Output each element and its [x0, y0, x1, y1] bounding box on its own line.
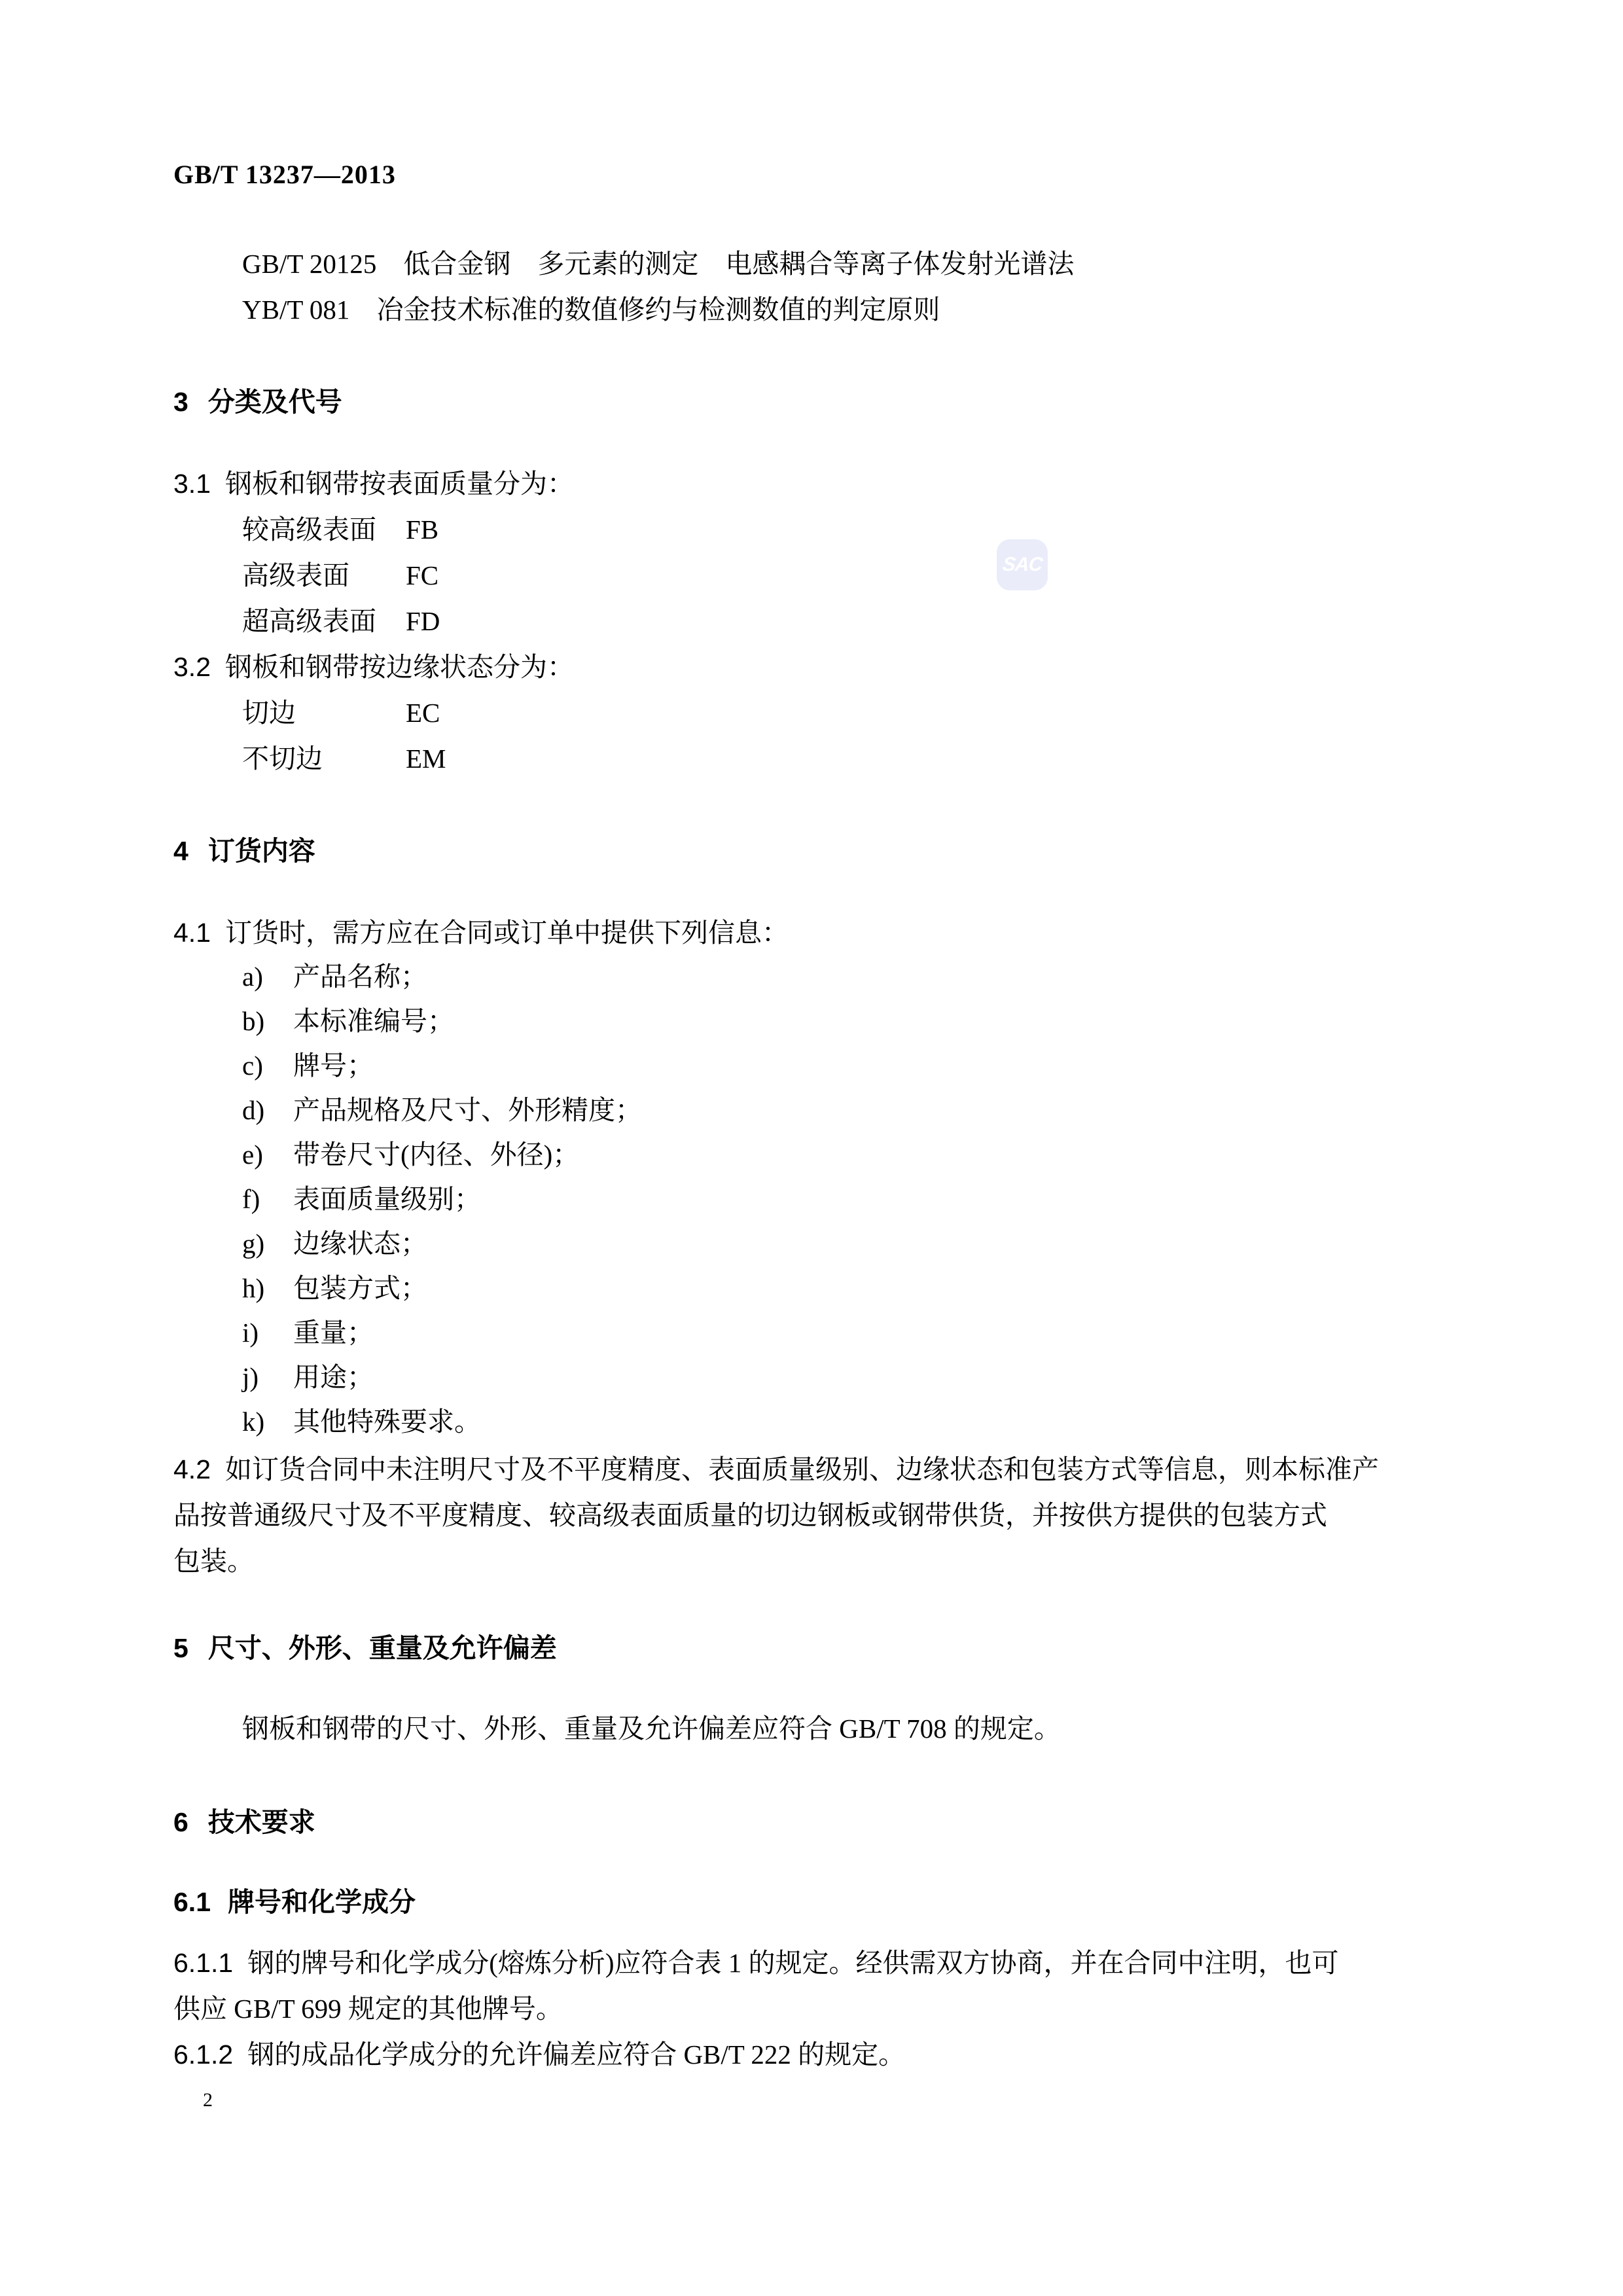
list-item — [242, 1310, 374, 1355]
edge-state-code: EC — [406, 698, 440, 728]
list-marker: b) — [242, 1006, 265, 1036]
clause-title: 订货内容 — [207, 836, 315, 866]
clause-number: 6 — [173, 1807, 188, 1837]
list-item-text: 重量； — [293, 1318, 374, 1348]
list-item — [242, 1177, 481, 1221]
normative-reference-item: GB/T 20125 低合金钢 多元素的测定 电感耦合等离子体发射光谱法 — [242, 249, 1075, 279]
subclause-text: 如订货合同中未注明尺寸及不平度精度、表面质量级别、边缘状态和包装方式等信息，则本标准产 — [225, 1454, 1379, 1484]
list-marker: k) — [242, 1407, 265, 1437]
list-item-text: 牌号； — [293, 1050, 374, 1081]
subclause-text: 钢板和钢带按边缘状态分为： — [225, 652, 574, 682]
sac-watermark-logo — [997, 539, 1048, 590]
list-item — [242, 954, 427, 999]
list-item-text: 用途； — [293, 1362, 374, 1392]
subclause-text: 钢板和钢带按表面质量分为： — [225, 469, 574, 499]
list-item-text: 产品规格及尺寸、外形精度； — [293, 1095, 642, 1125]
surface-quality-term: 较高级表面 — [242, 514, 376, 545]
subclause-number: 4.2 — [173, 1454, 211, 1484]
list-item — [242, 1088, 642, 1132]
subclause-number: 6.1.1 — [173, 1948, 234, 1978]
subclause-number: 4.1 — [173, 918, 211, 948]
clause-heading-6 — [173, 1801, 315, 1843]
list-marker: c) — [242, 1050, 263, 1081]
list-marker: h) — [242, 1273, 265, 1303]
sac-watermark-text: SAC — [1001, 554, 1043, 575]
running-head: GB/T 13237—2013 — [173, 160, 396, 189]
surface-quality-code: FC — [406, 560, 439, 590]
subclause-number: 3.1 — [173, 469, 211, 499]
clause-heading-3 — [173, 381, 342, 423]
list-item-text: 包装方式； — [293, 1273, 427, 1303]
edge-state-term: 不切边 — [242, 744, 323, 774]
list-item — [242, 1399, 481, 1444]
subclause-4-2-line: 包装。 — [173, 1546, 254, 1576]
list-marker: g) — [242, 1229, 265, 1259]
list-item-text: 表面质量级别； — [293, 1184, 481, 1214]
clause-title: 尺寸、外形、重量及允许偏差 — [207, 1633, 557, 1663]
subclause-text: 钢的牌号和化学成分(熔炼分析)应符合表 1 的规定。经供需双方协商，并在合同中注明，也可 — [247, 1948, 1339, 1978]
list-marker: f) — [242, 1184, 260, 1214]
list-item-text: 本标准编号； — [293, 1006, 454, 1036]
list-item-text: 产品名称； — [293, 961, 427, 992]
surface-quality-term: 高级表面 — [242, 560, 349, 590]
list-item-text: 带卷尺寸(内径、外径)； — [293, 1139, 580, 1170]
subclause-6-1-2 — [173, 2032, 905, 2077]
subclause-4-2-line: 品按普通级尺寸及不平度精度、较高级表面质量的切边钢板或钢带供货，并按供方提供的包装方式 — [173, 1500, 1327, 1530]
subclause-4-1 — [173, 910, 789, 956]
edge-state-row — [242, 690, 440, 736]
edge-state-code: EM — [406, 744, 446, 774]
page-number: 2 — [203, 2089, 213, 2111]
subclause-4-2-line — [173, 1446, 1379, 1492]
list-marker: j) — [242, 1362, 259, 1392]
normative-reference-item: YB/T 081 冶金技术标准的数值修约与检测数值的判定原则 — [242, 295, 940, 325]
list-marker: i) — [242, 1318, 259, 1348]
subclause-number: 6.1.2 — [173, 2039, 234, 2070]
clause-title: 技术要求 — [207, 1807, 315, 1837]
list-item — [242, 1043, 374, 1088]
surface-quality-code: FB — [406, 514, 439, 545]
clause-number: 5 — [173, 1633, 188, 1663]
list-item — [242, 1355, 374, 1399]
edge-state-term: 切边 — [242, 698, 296, 728]
subclause-text: 订货时，需方应在合同或订单中提供下列信息： — [225, 918, 789, 948]
list-item — [242, 1266, 427, 1310]
list-item — [242, 1221, 427, 1266]
list-item — [242, 1132, 579, 1177]
surface-quality-row — [242, 598, 440, 644]
subclause-number: 3.2 — [173, 652, 211, 682]
subclause-text: 钢的成品化学成分的允许偏差应符合 GB/T 222 的规定。 — [247, 2039, 906, 2070]
clause-number: 3 — [173, 387, 188, 417]
list-item-text: 其他特殊要求。 — [293, 1407, 481, 1437]
surface-quality-row — [242, 507, 438, 552]
edge-state-row — [242, 736, 446, 781]
clause-number: 4 — [173, 836, 188, 866]
list-item — [242, 999, 454, 1043]
subclause-6-1-1-line: 供应 GB/T 699 规定的其他牌号。 — [173, 1994, 563, 2024]
surface-quality-row — [242, 552, 438, 598]
subclause-6-1-1-line — [173, 1940, 1339, 1986]
list-marker: a) — [242, 961, 263, 992]
subclause-number: 6.1 — [173, 1887, 211, 1917]
surface-quality-code: FD — [406, 606, 440, 636]
surface-quality-term: 超高级表面 — [242, 606, 376, 636]
subclause-title: 牌号和化学成分 — [228, 1887, 416, 1917]
clause-heading-4 — [173, 830, 315, 872]
subclause-3-2 — [173, 644, 574, 690]
clause-heading-5 — [173, 1627, 557, 1669]
subclause-heading-6-1 — [173, 1881, 416, 1923]
clause-5-body: 钢板和钢带的尺寸、外形、重量及允许偏差应符合 GB/T 708 的规定。 — [242, 1713, 1061, 1744]
list-item-text: 边缘状态； — [293, 1229, 427, 1259]
list-marker: e) — [242, 1139, 263, 1170]
list-marker: d) — [242, 1095, 265, 1125]
clause-title: 分类及代号 — [207, 387, 342, 417]
subclause-3-1 — [173, 461, 574, 507]
